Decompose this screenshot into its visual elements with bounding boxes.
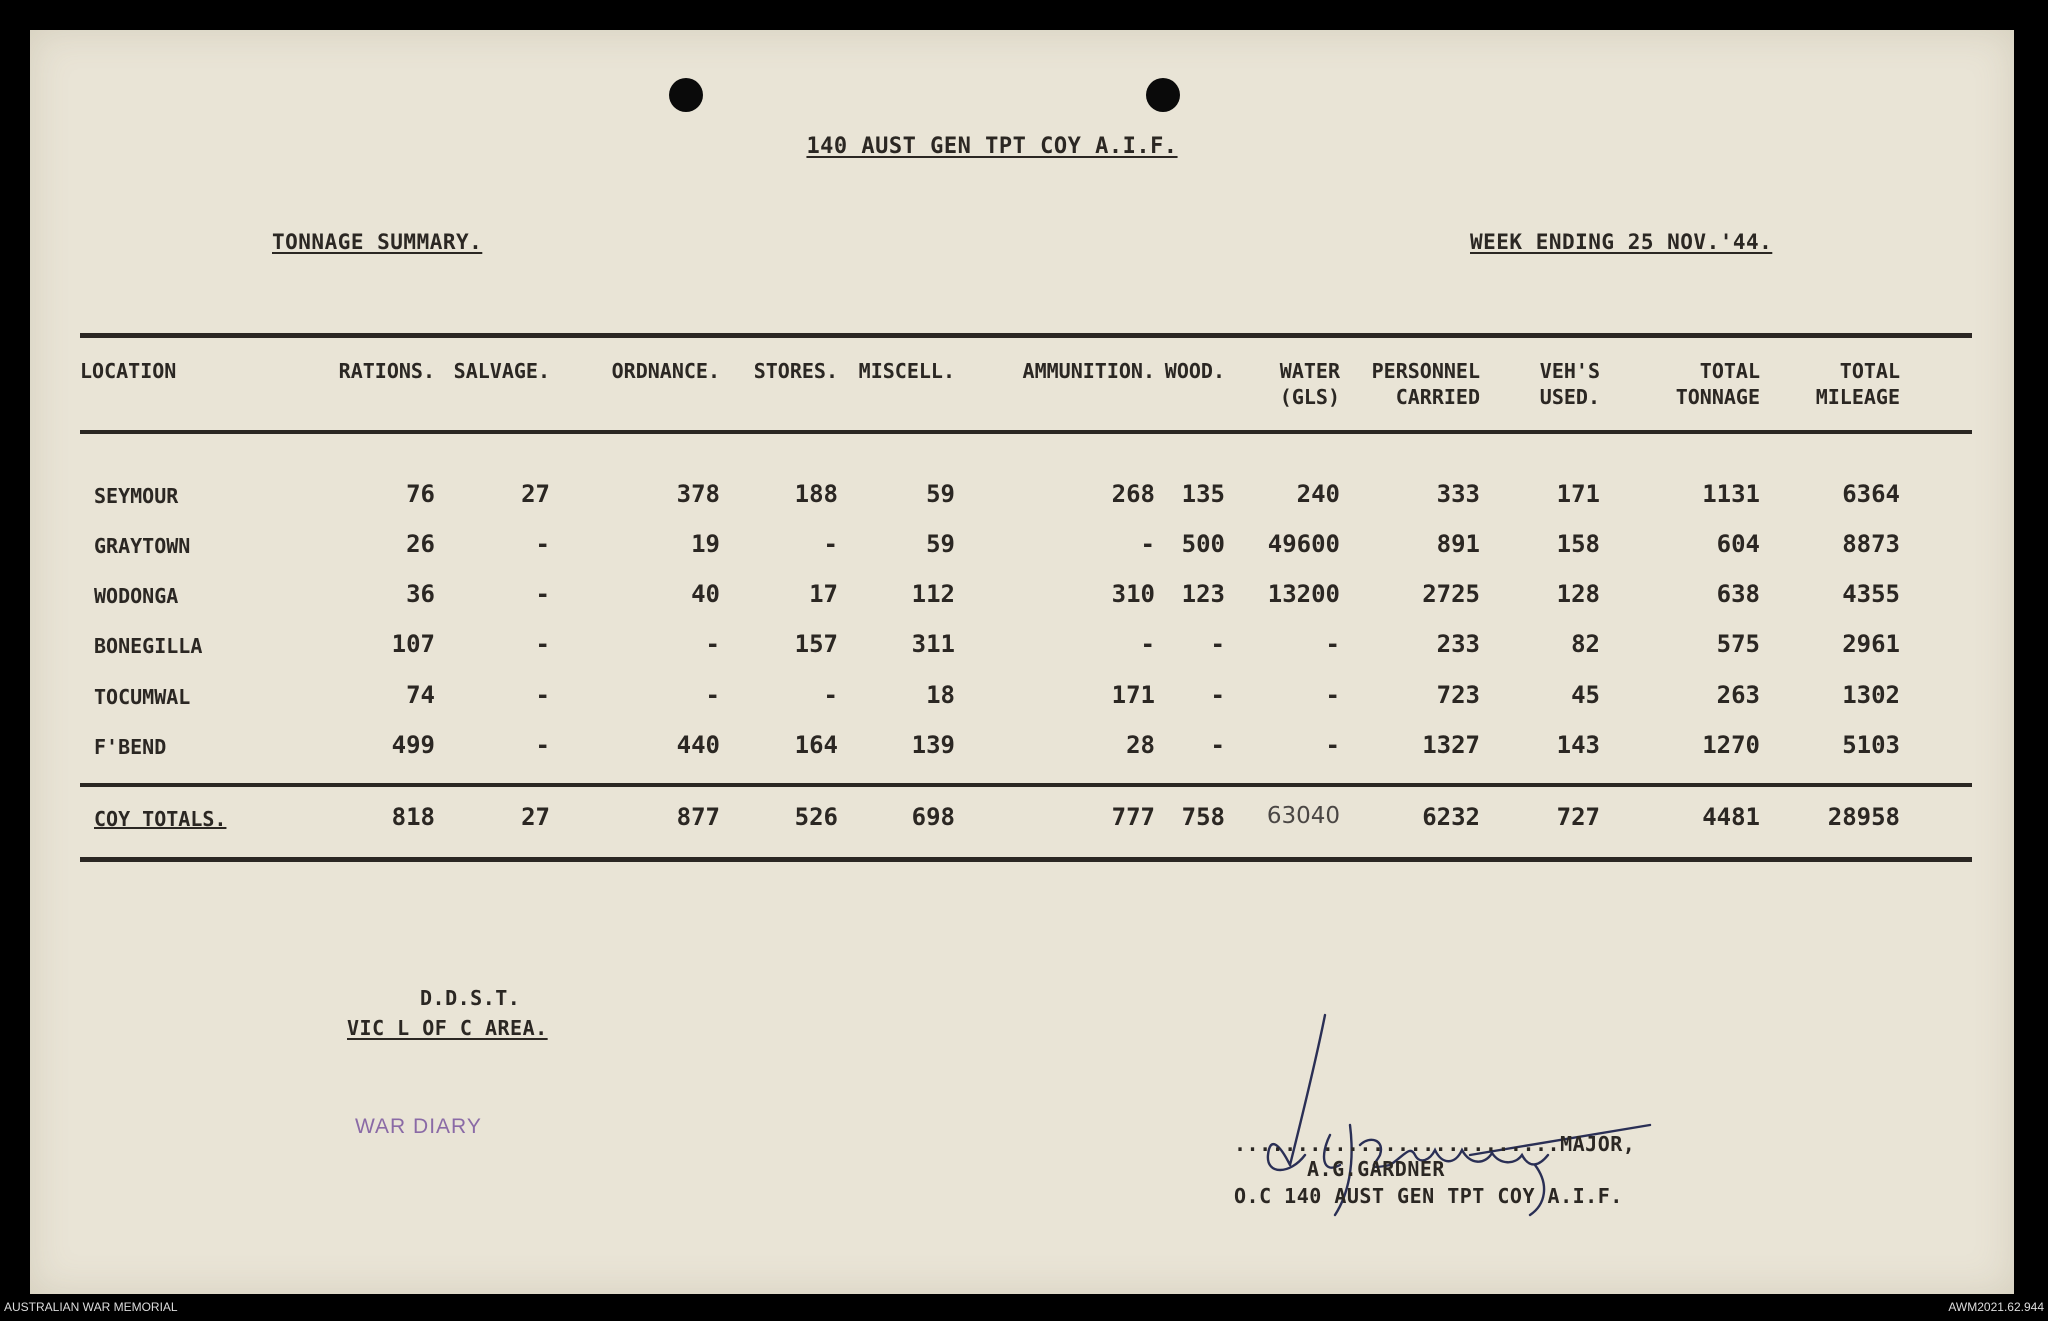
value-cell: 4355 bbox=[1842, 580, 1900, 608]
value-cell: 263 bbox=[1716, 681, 1760, 709]
value-cell: 28958 bbox=[1827, 803, 1900, 831]
value-cell: 5103 bbox=[1842, 731, 1900, 759]
column-header-line1: TOTAL bbox=[1839, 359, 1900, 383]
value-cell: 310 bbox=[1111, 580, 1155, 608]
value-cell: 59 bbox=[926, 480, 955, 508]
value-cell: 157 bbox=[794, 630, 838, 658]
footer-right: AWM2021.62.944 bbox=[1948, 1300, 2044, 1314]
value-cell: - bbox=[705, 630, 720, 658]
value-cell: 500 bbox=[1181, 530, 1225, 558]
column-header-line1: STORES. bbox=[753, 359, 838, 383]
column-header-line1: ORDNANCE. bbox=[611, 359, 720, 383]
value-cell: 135 bbox=[1181, 480, 1225, 508]
punch-hole-right bbox=[1146, 78, 1180, 112]
value-cell: 727 bbox=[1556, 803, 1600, 831]
column-header-line1: RATIONS. bbox=[338, 359, 435, 383]
table-bottom-rule bbox=[80, 857, 1972, 862]
value-cell: - bbox=[535, 731, 550, 759]
value-cell: 777 bbox=[1111, 803, 1155, 831]
value-cell: - bbox=[1210, 731, 1225, 759]
column-header-line1: TOTAL bbox=[1699, 359, 1760, 383]
value-cell: - bbox=[535, 580, 550, 608]
value-cell: 1302 bbox=[1842, 681, 1900, 709]
value-cell: 2961 bbox=[1842, 630, 1900, 658]
value-cell: - bbox=[705, 681, 720, 709]
value-cell: 1327 bbox=[1422, 731, 1480, 759]
value-cell: 26 bbox=[406, 530, 435, 558]
value-cell: - bbox=[1325, 731, 1340, 759]
value-cell: 877 bbox=[676, 803, 720, 831]
value-cell: 13200 bbox=[1267, 580, 1340, 608]
column-header-line2: USED. bbox=[1539, 385, 1600, 409]
location-cell: GRAYTOWN bbox=[94, 534, 191, 558]
value-cell: 19 bbox=[691, 530, 720, 558]
location-cell: BONEGILLA bbox=[94, 634, 203, 658]
totals-top-rule bbox=[80, 783, 1972, 787]
war-diary-stamp: WAR DIARY bbox=[355, 1115, 482, 1138]
totals-label: COY TOTALS. bbox=[94, 807, 227, 831]
signatory-title: O.C 140 AUST GEN TPT COY A.I.F. bbox=[1234, 1184, 1623, 1208]
table-row bbox=[30, 681, 2014, 721]
column-header-line1: MISCELL. bbox=[858, 359, 955, 383]
value-cell: - bbox=[823, 530, 838, 558]
value-cell: 638 bbox=[1716, 580, 1760, 608]
value-cell: 378 bbox=[676, 480, 720, 508]
addressee-line2: VIC L OF C AREA. bbox=[347, 1016, 548, 1040]
value-cell: 188 bbox=[794, 480, 838, 508]
signature-line: ..........................MAJOR, bbox=[1234, 1132, 1636, 1156]
value-cell: - bbox=[535, 630, 550, 658]
value-cell: - bbox=[535, 530, 550, 558]
value-cell: - bbox=[1325, 630, 1340, 658]
table-row bbox=[30, 630, 2014, 670]
totals-row-cells bbox=[30, 803, 2014, 843]
column-header-line1: WOOD. bbox=[1164, 359, 1225, 383]
value-cell: 499 bbox=[391, 731, 435, 759]
value-cell: 27 bbox=[521, 803, 550, 831]
value-cell: 123 bbox=[1181, 580, 1225, 608]
addressee-line1: D.D.S.T. bbox=[420, 986, 521, 1010]
value-cell: 143 bbox=[1556, 731, 1600, 759]
value-cell: 6364 bbox=[1842, 480, 1900, 508]
value-cell: 171 bbox=[1556, 480, 1600, 508]
value-cell: 171 bbox=[1111, 681, 1155, 709]
value-cell: 28 bbox=[1126, 731, 1155, 759]
value-cell: 311 bbox=[911, 630, 955, 658]
tonnage-summary-heading: TONNAGE SUMMARY. bbox=[272, 230, 483, 254]
column-header-line2: (GLS) bbox=[1279, 385, 1340, 409]
value-cell: 6232 bbox=[1422, 803, 1480, 831]
value-cell: 8873 bbox=[1842, 530, 1900, 558]
table-top-rule bbox=[80, 333, 1972, 338]
value-cell: 74 bbox=[406, 681, 435, 709]
week-ending-heading: WEEK ENDING 25 NOV.'44. bbox=[1470, 230, 1773, 254]
value-cell: 723 bbox=[1436, 681, 1480, 709]
value-cell: 440 bbox=[676, 731, 720, 759]
value-cell: 240 bbox=[1296, 480, 1340, 508]
value-cell: 128 bbox=[1556, 580, 1600, 608]
value-cell: 45 bbox=[1571, 681, 1600, 709]
document-page bbox=[30, 30, 2014, 1294]
value-cell: 63040 bbox=[1266, 803, 1340, 829]
value-cell: 36 bbox=[406, 580, 435, 608]
document-title: 140 AUST GEN TPT COY A.I.F. bbox=[806, 134, 1178, 159]
value-cell: 526 bbox=[794, 803, 838, 831]
value-cell: 139 bbox=[911, 731, 955, 759]
punch-hole-left bbox=[669, 78, 703, 112]
value-cell: 818 bbox=[391, 803, 435, 831]
value-cell: - bbox=[823, 681, 838, 709]
value-cell: 59 bbox=[926, 530, 955, 558]
value-cell: 1270 bbox=[1702, 731, 1760, 759]
column-header bbox=[1700, 358, 1900, 410]
column-header-line1: LOCATION bbox=[80, 359, 177, 383]
value-cell: - bbox=[1325, 681, 1340, 709]
value-cell: 107 bbox=[391, 630, 435, 658]
location-cell: WODONGA bbox=[94, 584, 179, 608]
value-cell: 233 bbox=[1436, 630, 1480, 658]
column-header-line1: WATER bbox=[1279, 359, 1340, 383]
table-row bbox=[30, 580, 2014, 620]
value-cell: 2725 bbox=[1422, 580, 1480, 608]
value-cell: 891 bbox=[1436, 530, 1480, 558]
value-cell: 18 bbox=[926, 681, 955, 709]
value-cell: 112 bbox=[911, 580, 955, 608]
value-cell: 164 bbox=[794, 731, 838, 759]
signatory-name: A.G.GARDNER bbox=[1307, 1157, 1445, 1181]
column-header-line2: CARRIED bbox=[1395, 385, 1480, 409]
column-header-line1: PERSONNEL bbox=[1371, 359, 1480, 383]
value-cell: 17 bbox=[809, 580, 838, 608]
value-cell: 4481 bbox=[1702, 803, 1760, 831]
value-cell: 698 bbox=[911, 803, 955, 831]
header-bottom-rule bbox=[80, 430, 1972, 434]
value-cell: 158 bbox=[1556, 530, 1600, 558]
value-cell: 82 bbox=[1571, 630, 1600, 658]
value-cell: 1131 bbox=[1702, 480, 1760, 508]
value-cell: - bbox=[1140, 630, 1155, 658]
column-header-line2: TONNAGE bbox=[1675, 385, 1760, 409]
value-cell: 575 bbox=[1716, 630, 1760, 658]
footer-left: AUSTRALIAN WAR MEMORIAL bbox=[4, 1300, 178, 1314]
column-header-line1: SALVAGE. bbox=[453, 359, 550, 383]
table-row bbox=[30, 480, 2014, 520]
location-cell: SEYMOUR bbox=[94, 484, 179, 508]
value-cell: 49600 bbox=[1267, 530, 1340, 558]
location-cell: TOCUMWAL bbox=[94, 685, 191, 709]
value-cell: - bbox=[535, 681, 550, 709]
value-cell: 27 bbox=[521, 480, 550, 508]
value-cell: 76 bbox=[406, 480, 435, 508]
column-header-line1: AMMUNITION. bbox=[1022, 359, 1155, 383]
column-header-line1: VEH'S bbox=[1539, 359, 1600, 383]
value-cell: 268 bbox=[1111, 480, 1155, 508]
location-cell: F'BEND bbox=[94, 735, 167, 759]
column-header bbox=[80, 358, 176, 384]
value-cell: 758 bbox=[1181, 803, 1225, 831]
column-header-line2: MILEAGE bbox=[1815, 385, 1900, 409]
table-row bbox=[30, 530, 2014, 570]
table-row bbox=[30, 731, 2014, 771]
value-cell: 333 bbox=[1436, 480, 1480, 508]
value-cell: - bbox=[1210, 681, 1225, 709]
value-cell: - bbox=[1140, 530, 1155, 558]
value-cell: - bbox=[1210, 630, 1225, 658]
value-cell: 604 bbox=[1716, 530, 1760, 558]
value-cell: 40 bbox=[691, 580, 720, 608]
column-header bbox=[755, 358, 955, 384]
